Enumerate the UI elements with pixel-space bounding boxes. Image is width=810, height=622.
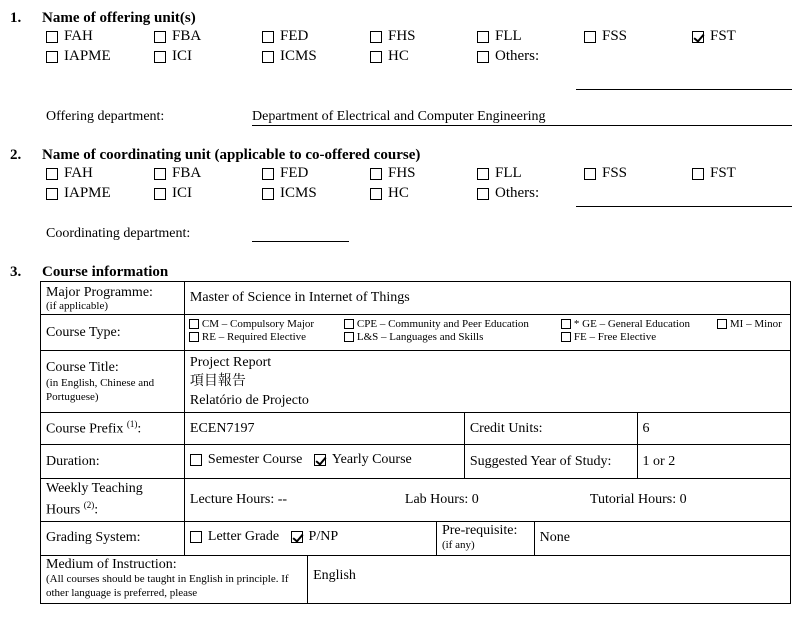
course-type-option-0[interactable] bbox=[189, 318, 314, 330]
grading-label: Grading System: bbox=[41, 521, 185, 555]
coordinating-department-label: Coordinating department: bbox=[46, 226, 191, 241]
lecture-hours[interactable]: Lecture Hours: -- bbox=[189, 491, 288, 507]
offering-checkbox-fss[interactable] bbox=[584, 28, 627, 45]
prereq-sub: (if any) bbox=[441, 539, 475, 552]
letter-grade-label: Letter Grade bbox=[207, 528, 280, 544]
lab-hours[interactable]: Lab Hours: 0 bbox=[404, 491, 479, 507]
offering-department-line bbox=[252, 125, 792, 126]
coordinating-checkbox-hc[interactable] bbox=[370, 185, 409, 202]
offering-checkbox-fba[interactable] bbox=[154, 28, 201, 45]
checkbox-label: Others: bbox=[495, 185, 540, 201]
checkbox-box[interactable] bbox=[262, 51, 274, 63]
checkbox-label: IAPME bbox=[64, 185, 111, 201]
course-title-zh: 項目報告 bbox=[189, 373, 246, 389]
checkbox-box[interactable] bbox=[46, 168, 58, 180]
course-type-option-3[interactable] bbox=[717, 318, 782, 330]
course-title-pt: Relatório de Projecto bbox=[189, 393, 309, 408]
course-type-label: Course Type: bbox=[41, 315, 185, 351]
duration-label: Duration: bbox=[41, 445, 185, 479]
prereq-value[interactable]: None bbox=[534, 521, 790, 555]
course-type-option-2[interactable] bbox=[561, 318, 690, 330]
pnp-checkbox[interactable] bbox=[291, 529, 339, 545]
offering-checkbox-icms[interactable] bbox=[262, 48, 317, 65]
coordinating-checkbox-fst[interactable] bbox=[692, 165, 736, 182]
coordinating-checkbox-ici[interactable] bbox=[154, 185, 192, 202]
course-type-option-label: RE – Required Elective bbox=[201, 330, 307, 343]
row-course-type bbox=[41, 315, 791, 351]
course-type-option-label: CPE – Community and Peer Education bbox=[356, 317, 529, 330]
course-title-cell[interactable] bbox=[184, 351, 790, 413]
checkbox-label: ICI bbox=[172, 48, 192, 64]
coordinating-checkbox-fll[interactable] bbox=[477, 165, 522, 182]
checkbox-box[interactable] bbox=[190, 454, 202, 466]
section-1-number: 1. bbox=[10, 10, 22, 26]
checkbox-box[interactable] bbox=[584, 31, 596, 43]
medium-value[interactable]: English bbox=[308, 555, 791, 603]
checkbox-box[interactable] bbox=[370, 31, 382, 43]
course-type-option-label: L&S – Languages and Skills bbox=[356, 330, 484, 343]
course-prefix-note: (1) bbox=[126, 419, 138, 430]
checkbox-box[interactable] bbox=[370, 168, 382, 180]
coordinating-checkbox-fba[interactable] bbox=[154, 165, 201, 182]
others-line-1 bbox=[576, 89, 792, 90]
checkbox-box[interactable] bbox=[477, 31, 489, 43]
checkbox-box[interactable] bbox=[344, 332, 354, 342]
prereq-label: Pre-requisite: bbox=[441, 523, 518, 539]
semester-course-checkbox[interactable] bbox=[190, 452, 302, 468]
checkbox-box[interactable] bbox=[262, 168, 274, 180]
checkbox-label: FSS bbox=[602, 165, 628, 181]
course-type-option-1[interactable] bbox=[344, 318, 529, 330]
checkbox-box[interactable] bbox=[262, 188, 274, 200]
row-course-title bbox=[41, 351, 791, 413]
course-information-table bbox=[40, 281, 791, 604]
checkbox-label: FHS bbox=[388, 28, 416, 44]
offering-checkbox-ici[interactable] bbox=[154, 48, 192, 65]
medium-sub: (All courses should be taught in English in principle. If other language is preferred, please bbox=[46, 572, 289, 599]
weekly-hours-cell bbox=[184, 479, 790, 522]
duration-cell bbox=[184, 445, 464, 479]
offering-checkbox-fah[interactable] bbox=[46, 28, 93, 45]
row-course-prefix bbox=[41, 413, 791, 445]
coordinating-department-line bbox=[252, 241, 349, 242]
course-title-label: Course Title: bbox=[46, 359, 119, 375]
offering-checkbox-others[interactable] bbox=[477, 48, 539, 65]
credit-units-label: Credit Units: bbox=[464, 413, 637, 445]
course-type-option-label: * GE – General Education bbox=[573, 317, 690, 330]
checkbox-label: FBA bbox=[172, 28, 202, 44]
checkbox-box[interactable] bbox=[561, 319, 571, 329]
checkbox-label: FAH bbox=[64, 165, 93, 181]
checkbox-box[interactable] bbox=[692, 31, 704, 43]
coordinating-checkbox-iapme[interactable] bbox=[46, 185, 111, 202]
section-1-title: Name of offering unit(s) bbox=[42, 10, 196, 26]
coordinating-checkbox-fss[interactable] bbox=[584, 165, 627, 182]
checkbox-label: FED bbox=[280, 28, 309, 44]
section-3-number: 3. bbox=[10, 264, 22, 280]
weekly-hours-label-cell bbox=[41, 479, 185, 522]
credit-units-value[interactable]: 6 bbox=[637, 413, 790, 445]
checkbox-label: FED bbox=[280, 165, 309, 181]
checkbox-box[interactable] bbox=[692, 168, 704, 180]
checkbox-box[interactable] bbox=[46, 188, 58, 200]
course-type-option-4[interactable] bbox=[189, 331, 306, 343]
checkbox-label: FST bbox=[710, 165, 736, 181]
semester-course-label: Semester Course bbox=[207, 452, 303, 467]
checkbox-box[interactable] bbox=[477, 188, 489, 200]
major-value[interactable]: Master of Science in Internet of Things bbox=[184, 282, 790, 315]
major-label: Major Programme: bbox=[46, 284, 153, 300]
checkbox-label: FAH bbox=[64, 28, 93, 44]
letter-grade-checkbox[interactable] bbox=[190, 529, 279, 545]
checkbox-box[interactable] bbox=[314, 454, 326, 466]
offering-checkbox-fst[interactable] bbox=[692, 28, 736, 45]
suggested-year-value[interactable]: 1 or 2 bbox=[637, 445, 790, 479]
checkbox-label: Others: bbox=[495, 48, 540, 64]
course-type-option-5[interactable] bbox=[344, 331, 484, 343]
weekly-hours-note: (2) bbox=[83, 500, 95, 510]
checkbox-box[interactable] bbox=[477, 168, 489, 180]
checkbox-box[interactable] bbox=[370, 51, 382, 63]
offering-checkbox-fhs[interactable] bbox=[370, 28, 416, 45]
checkbox-label: ICMS bbox=[280, 185, 317, 201]
course-prefix-colon: : bbox=[137, 421, 142, 437]
section-3-title: Course information bbox=[42, 264, 169, 280]
others-line-2 bbox=[576, 206, 792, 207]
grading-cell bbox=[184, 521, 436, 555]
checkbox-box[interactable] bbox=[154, 51, 166, 63]
offering-checkbox-fed[interactable] bbox=[262, 28, 308, 45]
course-type-option-label: FE – Free Elective bbox=[573, 330, 657, 343]
coordinating-checkbox-icms[interactable] bbox=[262, 185, 317, 202]
suggested-year-label: Suggested Year of Study: bbox=[464, 445, 637, 479]
course-type-option-label: CM – Compulsory Major bbox=[201, 317, 315, 330]
checkbox-box[interactable] bbox=[477, 51, 489, 63]
offering-department-value[interactable]: Department of Electrical and Computer Engineering bbox=[252, 109, 546, 124]
checkbox-box[interactable] bbox=[189, 319, 199, 329]
medium-label: Medium of Instruction: bbox=[46, 556, 177, 572]
offering-checkbox-iapme[interactable] bbox=[46, 48, 111, 65]
course-title-label-cell bbox=[41, 351, 185, 413]
medium-label-cell bbox=[41, 555, 308, 603]
course-prefix-value[interactable]: ECEN7197 bbox=[184, 413, 464, 445]
row-weekly-hours bbox=[41, 479, 791, 522]
checkbox-label: FBA bbox=[172, 165, 202, 181]
checkbox-box[interactable] bbox=[584, 168, 596, 180]
checkbox-box[interactable] bbox=[370, 188, 382, 200]
checkbox-box[interactable] bbox=[344, 319, 354, 329]
course-prefix-label: Course Prefix bbox=[46, 421, 124, 437]
checkbox-label: IAPME bbox=[64, 48, 111, 64]
coordinating-checkbox-fhs[interactable] bbox=[370, 165, 416, 182]
course-type-option-6[interactable] bbox=[561, 331, 656, 343]
offering-checkbox-fll[interactable] bbox=[477, 28, 522, 45]
checkbox-box[interactable] bbox=[154, 188, 166, 200]
checkbox-box[interactable] bbox=[561, 332, 571, 342]
coordinating-checkbox-others[interactable] bbox=[477, 185, 539, 202]
checkbox-box[interactable] bbox=[190, 531, 202, 543]
checkbox-label: FST bbox=[710, 28, 736, 44]
yearly-course-checkbox[interactable] bbox=[314, 452, 412, 468]
checkbox-label: HC bbox=[388, 48, 409, 64]
section-2-number: 2. bbox=[10, 147, 22, 163]
row-medium bbox=[41, 555, 791, 603]
checkbox-box[interactable] bbox=[189, 332, 199, 342]
checkbox-label: FSS bbox=[602, 28, 628, 44]
coordinating-checkbox-fed[interactable] bbox=[262, 165, 308, 182]
yearly-course-label: Yearly Course bbox=[331, 452, 412, 467]
tutorial-hours[interactable]: Tutorial Hours: 0 bbox=[589, 491, 687, 507]
checkbox-box[interactable] bbox=[291, 531, 303, 543]
major-sub: (if applicable) bbox=[46, 299, 108, 312]
checkbox-box[interactable] bbox=[262, 31, 274, 43]
checkbox-label: FLL bbox=[495, 165, 522, 181]
checkbox-label: FLL bbox=[495, 28, 522, 44]
section-2-title: Name of coordinating unit (applicable to co-offered course) bbox=[42, 147, 421, 163]
checkbox-box[interactable] bbox=[46, 51, 58, 63]
weekly-hours-label: Weekly Teaching Hours bbox=[46, 481, 143, 518]
checkbox-box[interactable] bbox=[154, 168, 166, 180]
pnp-label: P/NP bbox=[308, 528, 339, 544]
offering-department-label: Offering department: bbox=[46, 109, 165, 124]
course-prefix-label-cell bbox=[41, 413, 185, 445]
course-title-en: Project Report bbox=[189, 355, 272, 370]
offering-checkbox-hc[interactable] bbox=[370, 48, 409, 65]
prereq-label-cell bbox=[436, 521, 534, 555]
checkbox-box[interactable] bbox=[717, 319, 727, 329]
course-type-option-label: MI – Minor bbox=[729, 317, 782, 330]
row-duration bbox=[41, 445, 791, 479]
checkbox-label: HC bbox=[388, 185, 409, 201]
checkbox-box[interactable] bbox=[154, 31, 166, 43]
coordinating-checkbox-fah[interactable] bbox=[46, 165, 93, 182]
checkbox-box[interactable] bbox=[46, 31, 58, 43]
major-label-cell bbox=[41, 282, 185, 315]
checkbox-label: FHS bbox=[388, 165, 416, 181]
course-title-sub: (in English, Chinese and Portuguese) bbox=[46, 376, 155, 403]
weekly-hours-colon: : bbox=[94, 502, 99, 518]
row-grading bbox=[41, 521, 791, 555]
checkbox-label: ICI bbox=[172, 185, 192, 201]
course-type-cell bbox=[184, 315, 790, 351]
checkbox-label: ICMS bbox=[280, 48, 317, 64]
row-major-programme bbox=[41, 282, 791, 315]
